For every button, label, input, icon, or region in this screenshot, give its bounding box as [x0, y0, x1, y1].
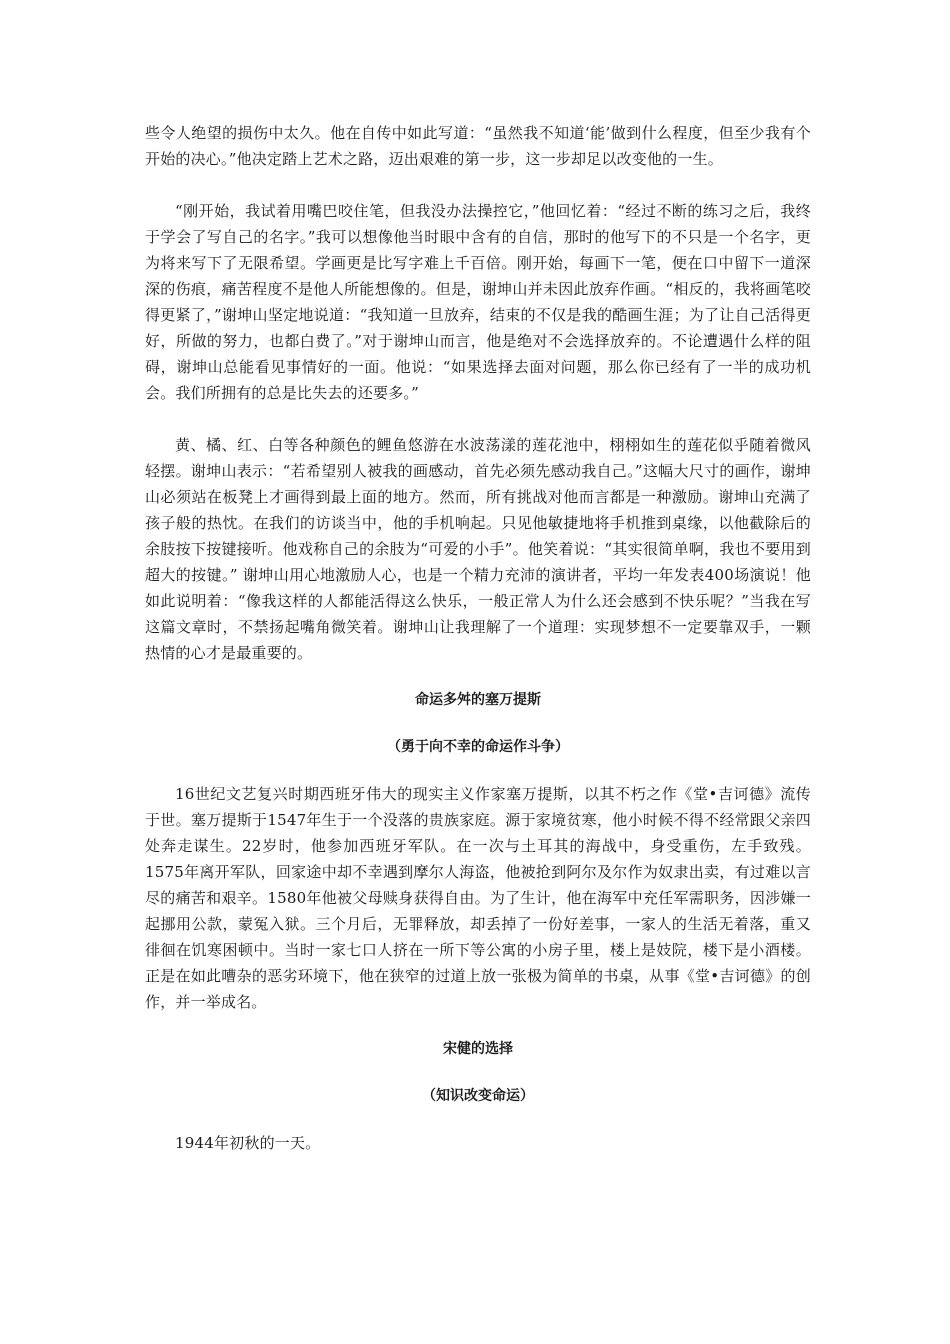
heading-spacer — [145, 713, 811, 734]
heading-spacer — [145, 760, 811, 781]
paragraph-spacer — [145, 406, 811, 432]
paragraph-5: 1944年初秋的一天。 — [175, 1134, 321, 1152]
paragraph-3: 黄、橘、红、白等各种颜色的鲤鱼悠游在水波荡漾的莲花池中，栩栩如生的莲花似乎随着微风轻摆。谢坤山表示：“若希望别人被我的画感动，首先必须先感动我自己。”这幅大尺寸的画作，谢坤山必须站在板凳上才画得到最上面的地方。然而，所有挑战对他而言都是一种激励。谢坤山充满了孩子般的热忱。在我们的访谈当中，他的手机响起。只见他敏捷地将手机推到桌缘，以他截除后的余肢按下按键接听。他戏称自己的余肢为“可爱的小手”。他笑着说：“其实很简单啊，我也不要用到超大的按键。” 谢坤山用心地激励人心，也是一个精力充沛的演讲者，平均一年发表400场演说！他如此说明着：“像我这样的人都能活得这么快乐，一般正常人为什么还会感到不快乐呢？”当我在写这篇文章时，不禁扬起嘴角微笑着。谢坤山让我理解了一个道理：实现梦想不一定要靠双手，一颗热情的心才是最重要的。 — [145, 436, 811, 662]
paragraph-1: 些令人绝望的损伤中太久。他在自传中如此写道：“虽然我不知道‘能’做到什么程度，但至少我有个开始的决心。”他决定踏上艺术之路，迈出艰难的第一步，这一步却足以改变他的一生。 — [145, 124, 811, 168]
paragraph-2: “刚开始，我试着用嘴巴咬住笔，但我没办法操控它，”他回忆着：“经过不断的练习之后，我终于学会了写自己的名字。”我可以想像他当时眼中含有的自信，那时的他写下的不只是一个名字，更为将来写下了无限希望。学画更是比写字难上千百倍。刚开始，每画下一笔，便在口中留下一道深深的伤痕，痛苦程度不是他人所能想像的。但是，谢坤山并未因此放弃作画。“相反的，我将画笔咬得更紧了，”谢坤山坚定地说道：“我知道一旦放弃，结束的不仅是我的酷画生涯；为了让自己活得更好，所做的努力，也都白费了。”对于谢坤山而言，他是绝对不会选择放弃的。不论遭遇什么样的阻碍，谢坤山总能看见事情好的一面。他说：“如果选择去面对问题，那么你已经有了一半的成功机会。我们所拥有的总是比失去的还要多。” — [145, 202, 811, 402]
paragraph-spacer — [145, 666, 811, 687]
paragraph-4: 16世纪文艺复兴时期西班牙伟大的现实主义作家塞万提斯，以其不朽之作《堂•吉诃德》流传于世。塞万提斯于1547年生于一个没落的贵族家庭。源于家境贫寒，他小时候不得不经常跟父亲四处奔走谋生。22岁时，他参加西班牙军队。在一次与土耳其的海战中，身受重伤，左手致残。1575年离开军队，回家途中却不幸遇到摩尔人海盗，他被抢到阿尔及尔作为奴隶出卖，有过难以言尽的痛苦和艰辛。1580年他被父母赎身获得自由。为了生计，他在海军中充任军需职务，因涉嫌一起挪用公款，蒙冤入狱。三个月后，无罪释放，却丢掉了一份好差事，一家人的生活无着落，重又徘徊在饥寒困顿中。当时一家七口人挤在一所下等公寓的小房子里，楼上是妓院，楼下是小酒楼。正是在如此嘈杂的恶劣环境下，他在狭窄的过道上放一张极为简单的书桌，从事《堂•吉诃德》的创作，并一举成名。 — [145, 785, 811, 1011]
heading-spacer — [145, 1109, 811, 1130]
heading-spacer — [145, 1062, 811, 1083]
section-heading-cervantes: 命运多舛的塞万提斯 — [415, 692, 541, 708]
section-heading-songjian: 宋健的选择 — [443, 1041, 513, 1057]
paragraph-spacer — [145, 1015, 811, 1036]
section-subheading-songjian: （知识改变命运） — [422, 1088, 534, 1104]
section-subheading-cervantes: （勇于向不幸的命运作斗争） — [387, 739, 569, 755]
paragraph-spacer — [145, 172, 811, 198]
document-body — [145, 120, 811, 1156]
